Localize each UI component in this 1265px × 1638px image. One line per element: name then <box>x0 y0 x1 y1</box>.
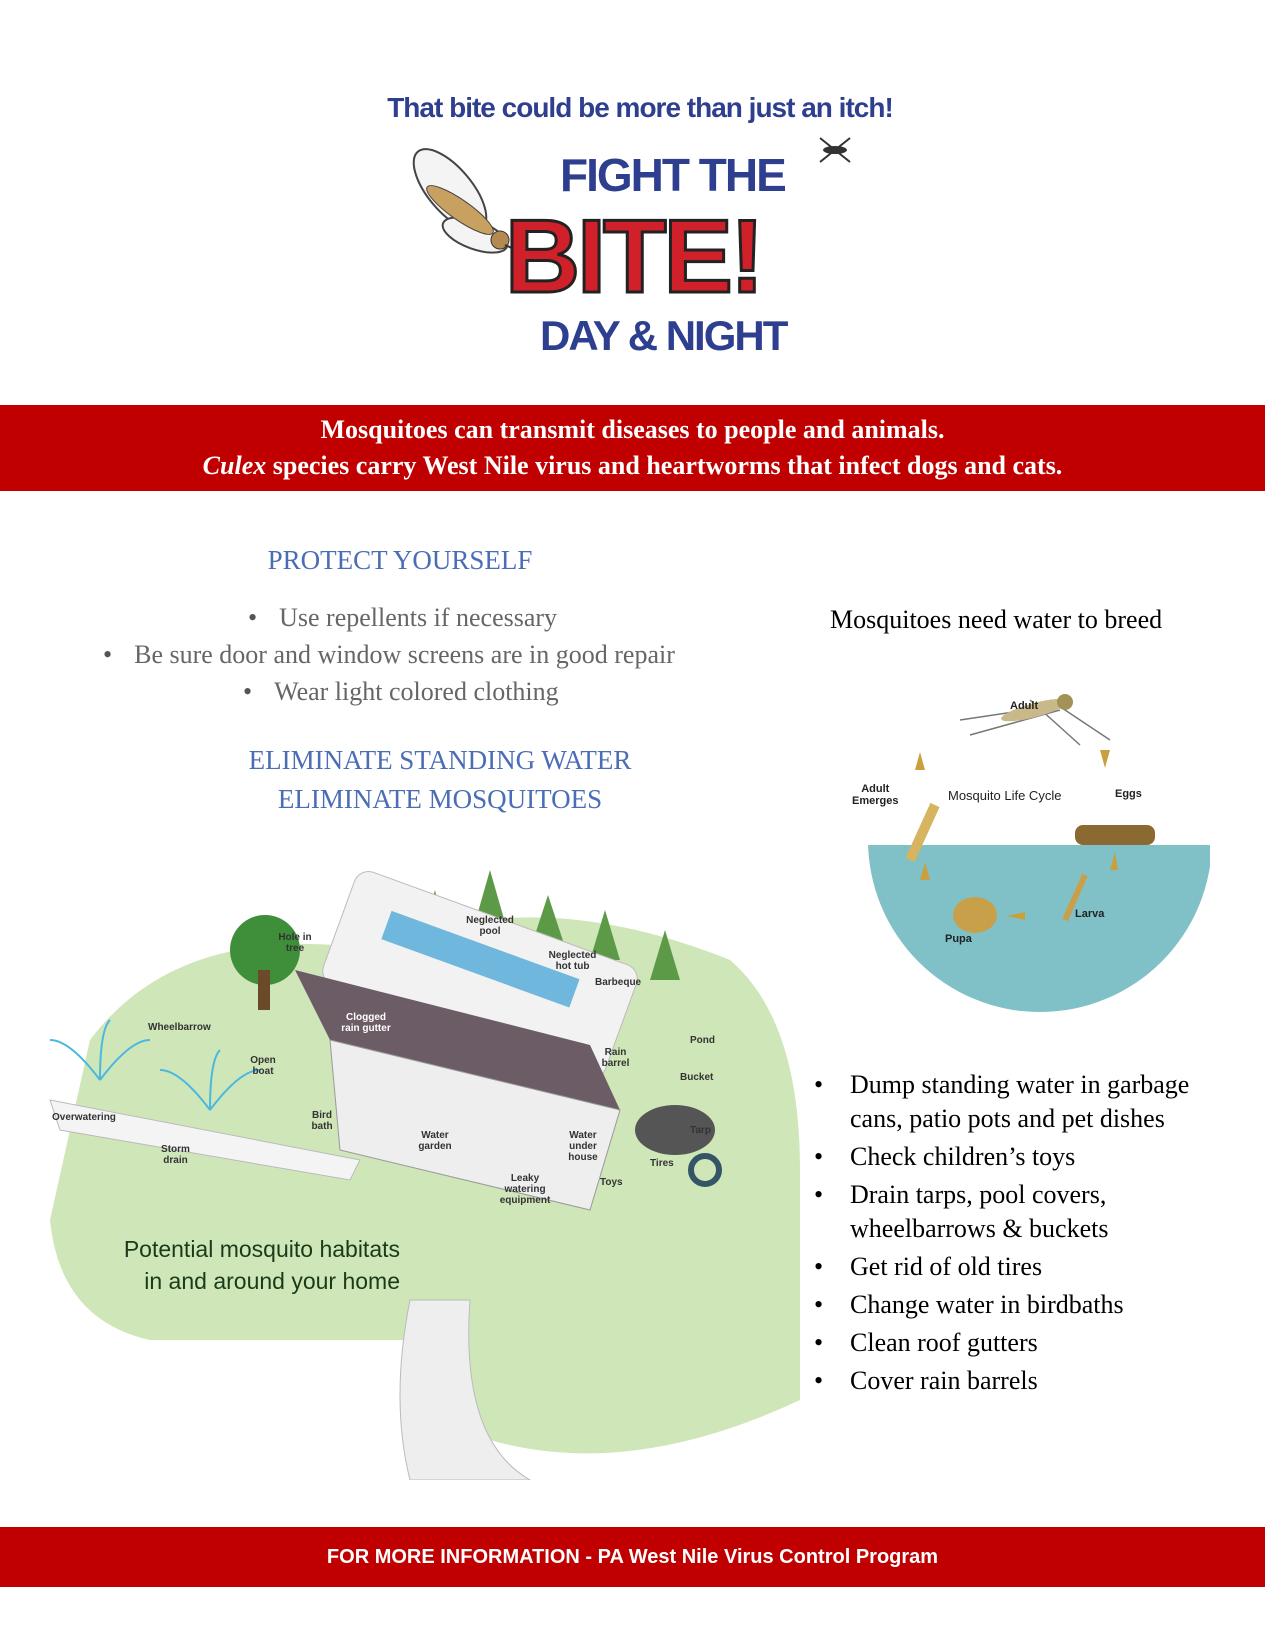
label-overwatering: Overwatering <box>52 1112 116 1123</box>
label-hole-in-tree: Hole in tree <box>278 932 312 954</box>
footer-banner: FOR MORE INFORMATION - PA West Nile Virus Control Program <box>0 1527 1265 1587</box>
tip-item: • Get rid of old tires <box>850 1250 1230 1284</box>
label-barbeque: Barbeque <box>595 977 642 988</box>
mosquito-life-cycle-diagram <box>852 680 1210 1020</box>
label-clogged-rain-gutter: Clogged rain gutter <box>341 1012 391 1034</box>
label-rain-barrel: Rain barrel <box>601 1047 630 1069</box>
tip-item: • Clean roof gutters <box>850 1326 1230 1360</box>
mosquito-habitat-illustration <box>30 840 805 1480</box>
banner-line-2 <box>0 448 1265 484</box>
protect-item: • Wear light colored clothing <box>243 677 559 707</box>
label-bucket: Bucket <box>680 1072 714 1083</box>
adult-emerges-line-1: Adult <box>861 783 890 795</box>
culex-text: Culex <box>202 451 267 480</box>
tip-item: • Drain tarps, pool covers, wheelbarrows & buckets <box>850 1178 1230 1246</box>
logo-fight-the: FIGHT THE <box>560 149 785 201</box>
label-neglected-pool: Neglected pool <box>466 915 514 937</box>
label-tarp: Tarp <box>690 1125 711 1136</box>
banner-line-2-rest: species carry West Nile virus and heartworms that infect dogs and cats. <box>266 451 1063 480</box>
label-pond: Pond <box>690 1035 715 1046</box>
tip-item: • Cover rain barrels <box>850 1364 1230 1398</box>
label-bird-bath: Bird bath <box>311 1110 333 1132</box>
small-mosquito-icon <box>810 130 860 170</box>
life-cycle-eggs: Eggs <box>1115 788 1142 800</box>
breed-text: Mosquitoes need water to breed <box>830 605 1163 634</box>
life-cycle-adult-emerges <box>852 783 898 807</box>
tip-item: • Check children’s toys <box>850 1140 1230 1174</box>
habitat-caption <box>80 1233 400 1297</box>
label-storm-drain: Storm drain <box>161 1144 190 1166</box>
life-cycle-title: Mosquito Life Cycle <box>948 788 1062 803</box>
adult-emerges-line-2: Emerges <box>852 795 899 807</box>
label-neglected-hot-tub: Neglected hot tub <box>548 950 597 972</box>
label-water-under-house: Water under house <box>568 1130 598 1163</box>
tip-item: • Dump standing water in garbage cans, patio pots and pet dishes <box>850 1068 1230 1136</box>
disease-banner <box>0 405 1265 491</box>
eliminate-heading-1: ELIMINATE STANDING WATER <box>248 745 632 775</box>
eliminate-heading-2: ELIMINATE MOSQUITOES <box>277 784 603 814</box>
tips-list <box>850 1068 1230 1402</box>
logo-tagline: That bite could be more than just an itch! <box>387 92 893 123</box>
life-cycle-adult: Adult <box>1010 700 1039 712</box>
label-leaky-watering-equipment: Leaky watering equipment <box>499 1173 551 1206</box>
label-water-garden: Water garden <box>418 1130 452 1152</box>
label-open-boat: Open boat <box>250 1055 276 1077</box>
protect-item: • Use repellents if necessary <box>248 603 557 633</box>
protect-item: • Be sure door and window screens are in good repair <box>103 640 675 670</box>
tip-item: • Change water in birdbaths <box>850 1288 1230 1322</box>
label-tires: Tires <box>650 1158 674 1169</box>
logo-day-night: DAY & NIGHT <box>540 312 787 359</box>
protect-heading: PROTECT YOURSELF <box>267 545 533 575</box>
label-toys: Toys <box>600 1177 623 1188</box>
logo-bite: BITE! <box>505 199 762 315</box>
label-wheelbarrow: Wheelbarrow <box>148 1022 211 1033</box>
habitat-caption-line-1: Potential mosquito habitats <box>123 1236 400 1262</box>
life-cycle-larva: Larva <box>1075 908 1105 920</box>
life-cycle-pupa: Pupa <box>945 933 972 945</box>
banner-line-1: Mosquitoes can transmit diseases to people and animals. <box>320 415 945 444</box>
habitat-caption-line-2: in and around your home <box>144 1268 400 1294</box>
